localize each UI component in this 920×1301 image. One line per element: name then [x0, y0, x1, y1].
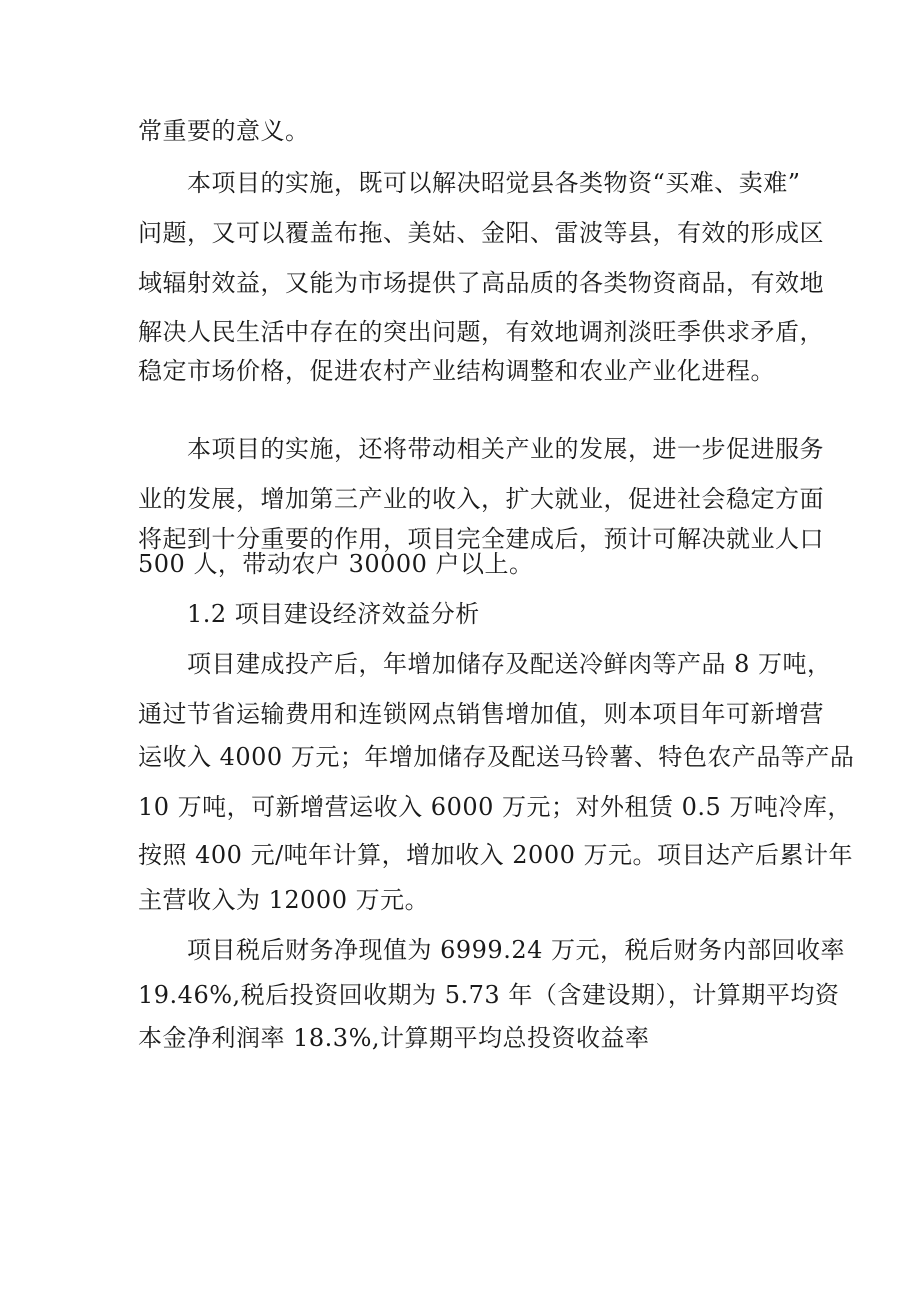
text-line-8: 业的发展，增加第三产业的收入，扩大就业，促进社会稳定方面 — [138, 485, 824, 513]
text-line-10: 500 人，带动农户 30000 户以上。 — [138, 550, 534, 578]
text-line-7: 本项目的实施，还将带动相关产业的发展，进一步促进服务 — [187, 435, 824, 463]
text-line-18: 项目税后财务净现值为 6999.24 万元，税后财务内部回收率 — [187, 936, 846, 964]
text-line-3: 问题，又可以覆盖布拖、美姑、金阳、雷波等县，有效的形成区 — [138, 219, 824, 247]
text-line-2: 本项目的实施，既可以解决昭觉县各类物资“买难、卖难” — [187, 169, 801, 197]
text-line-16: 按照 400 元/吨年计算，增加收入 2000 万元。项目达产后累计年 — [138, 841, 853, 869]
text-line-4: 域辐射效益，又能为市场提供了高品质的各类物资商品，有效地 — [138, 269, 824, 297]
text-line-5: 解决人民生活中存在的突出问题，有效地调剂淡旺季供求矛盾， — [138, 318, 824, 346]
text-line-17: 主营收入为 12000 万元。 — [138, 886, 430, 914]
text-line-1: 常重要的意义。 — [138, 117, 310, 145]
text-line-12: 项目建成投产后，年增加储存及配送冷鲜肉等产品 8 万吨， — [187, 650, 832, 678]
text-line-13: 通过节省运输费用和连锁网点销售增加值，则本项目年可新增营 — [138, 700, 824, 728]
text-line-14: 运收入 4000 万元；年增加储存及配送马铃薯、特色农产品等产品 — [138, 743, 855, 771]
section-heading: 1.2 项目建设经济效益分析 — [187, 600, 480, 628]
text-line-20: 本金净利润率 18.3%,计算期平均总投资收益率 — [138, 1024, 650, 1052]
text-line-9: 将起到十分重要的作用，项目完全建成后，预计可解决就业人口 — [138, 525, 824, 553]
text-line-19: 19.46%,税后投资回收期为 5.73 年（含建设期），计算期平均资 — [138, 981, 840, 1009]
text-line-6: 稳定市场价格，促进农村产业结构调整和农业产业化进程。 — [138, 357, 775, 385]
text-line-15: 10 万吨，可新增营运收入 6000 万元；对外租赁 0.5 万吨冷库， — [138, 793, 852, 821]
